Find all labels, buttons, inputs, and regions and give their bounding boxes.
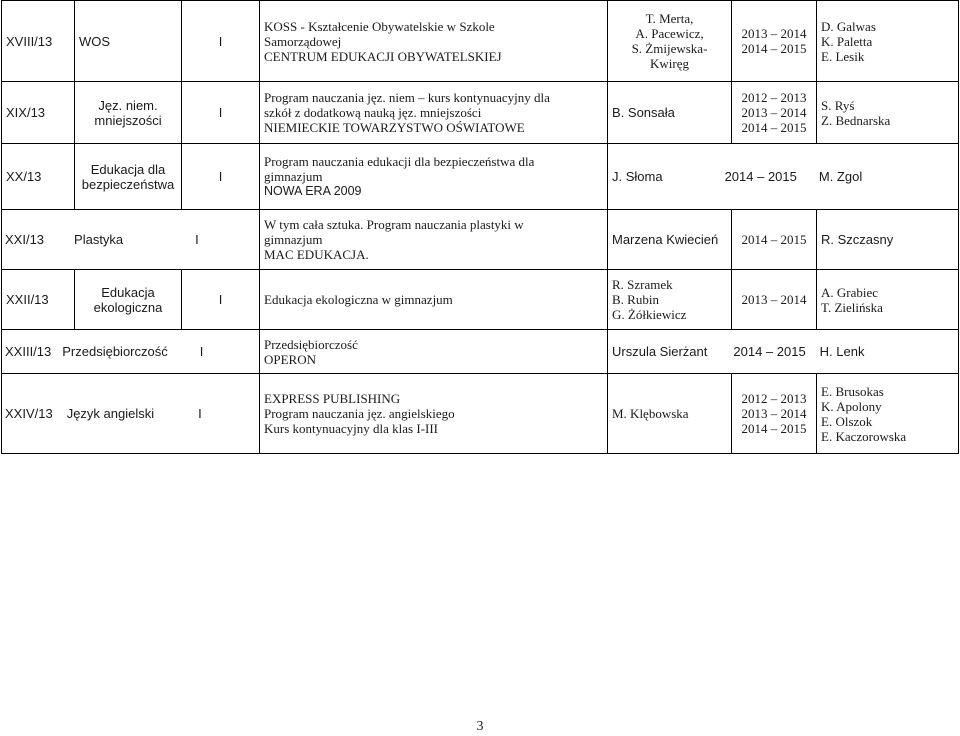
year-line: 2014 – 2015 xyxy=(741,41,807,56)
teacher-line: K. Apolony xyxy=(821,398,882,414)
table-row xyxy=(2,330,959,374)
row-number: XX/13 xyxy=(2,144,75,210)
program-cell: Edukacja ekologiczna w gimnazjum xyxy=(260,270,608,330)
teachers-cell xyxy=(817,270,959,330)
author-line: Kwiręg xyxy=(650,56,689,71)
subject-cell xyxy=(75,82,182,144)
teacher-line: Z. Bednarska xyxy=(821,112,891,128)
program-line: MAC EDUKACJA. xyxy=(264,247,369,262)
program-cell xyxy=(260,144,608,210)
program-line: szkół z dodatkową nauką jęz. mniejszości xyxy=(264,105,482,120)
merged-cell xyxy=(2,374,260,454)
row-number: XIX/13 xyxy=(2,82,75,144)
teachers-value: M. Zgol xyxy=(818,169,863,184)
author-line: B. Rubin xyxy=(612,292,659,307)
teachers-cell xyxy=(817,1,959,82)
program-line: W tym cała sztuka. Program nauczania plastyki w xyxy=(264,217,524,232)
program-line: Kurs kontynuacyjny dla klas I-III xyxy=(264,421,439,436)
teacher-line: K. Paletta xyxy=(821,33,873,49)
level-value: I xyxy=(198,406,202,421)
program-line: NOWA ERA 2009 xyxy=(264,184,362,198)
subject-line: ekologiczna xyxy=(93,299,163,315)
teacher-line: E. Olszok xyxy=(821,413,873,429)
year-line: 2014 – 2015 xyxy=(741,120,807,135)
subject-line: Jęz. niem. xyxy=(98,97,158,113)
subject-cell xyxy=(75,144,182,210)
author-line: S. Żmijewska- xyxy=(631,41,708,56)
year-line: 2012 – 2013 xyxy=(741,391,807,406)
table-row xyxy=(2,82,959,144)
authors-cell: M. Klębowska xyxy=(608,374,732,454)
years-cell: 2014 – 2015 xyxy=(732,210,817,270)
authors-cell: B. Sonsała xyxy=(608,82,732,144)
table-row xyxy=(2,374,959,454)
subject-cell xyxy=(75,270,182,330)
program-line: NIEMIECKIE TOWARZYSTWO OŚWIATOWE xyxy=(264,120,525,135)
year-line: 2013 – 2014 xyxy=(741,26,807,41)
subject-value: Plastyka xyxy=(74,232,124,247)
row-number: XXIV/13 xyxy=(5,406,53,421)
row-number: XXII/13 xyxy=(2,270,75,330)
program-line: EXPRESS PUBLISHING xyxy=(264,391,401,406)
authors-cell xyxy=(608,270,732,330)
authors-value: J. Słoma xyxy=(612,169,663,184)
program-line: KOSS - Kształcenie Obywatelskie w Szkole xyxy=(264,18,495,34)
year-line: 2013 – 2014 xyxy=(741,105,807,120)
years-value: 2014 – 2015 xyxy=(724,169,797,184)
author-line: G. Żółkiewicz xyxy=(612,307,687,322)
merged-cell xyxy=(608,330,959,374)
teacher-line: S. Ryś xyxy=(821,97,855,113)
years-cell: 2013 – 2014 xyxy=(732,270,817,330)
years-value: 2014 – 2015 xyxy=(733,344,806,359)
subject-line: Edukacja xyxy=(101,284,155,300)
subject-value: Przedsiębiorczość xyxy=(62,344,168,359)
teachers-cell xyxy=(817,374,959,454)
subject-cell: WOS xyxy=(75,1,182,82)
program-cell xyxy=(260,330,608,374)
level-cell: I xyxy=(182,1,260,82)
program-register-table xyxy=(1,0,959,454)
level-cell: I xyxy=(182,270,260,330)
level-cell: I xyxy=(182,144,260,210)
table-row xyxy=(2,1,959,82)
year-line: 2013 – 2014 xyxy=(741,406,807,421)
row-number: XXI/13 xyxy=(5,232,45,247)
page-number: 3 xyxy=(476,719,484,734)
authors-value: Urszula Sierżant xyxy=(612,344,708,359)
teacher-line: E. Kaczorowska xyxy=(821,428,907,444)
years-cell xyxy=(732,82,817,144)
table-row xyxy=(2,144,959,210)
subject-value: Język angielski xyxy=(66,406,155,421)
level-value: I xyxy=(195,232,199,247)
program-line: Program nauczania jęz. niem – kurs kontynuacyjny dla xyxy=(264,90,550,105)
years-cell xyxy=(732,1,817,82)
program-line: Przedsiębiorczość xyxy=(264,336,358,352)
author-line: R. Szramek xyxy=(612,277,673,292)
program-cell xyxy=(260,82,608,144)
level-cell: I xyxy=(182,82,260,144)
table-row xyxy=(2,210,959,270)
program-line: gimnazjum xyxy=(264,169,323,184)
subject-line: Edukacja dla xyxy=(90,161,166,177)
subject-line: bezpieczeństwa xyxy=(81,176,175,192)
program-cell xyxy=(260,210,608,270)
authors-cell xyxy=(608,1,732,82)
teacher-line: A. Grabiec xyxy=(821,284,879,300)
program-line: gimnazjum xyxy=(264,232,323,247)
program-cell xyxy=(260,374,608,454)
row-number: XXIII/13 xyxy=(5,344,52,359)
merged-cell xyxy=(608,144,959,210)
program-line: Samorządowej xyxy=(264,33,342,49)
program-line: CENTRUM EDUKACJI OBYWATELSKIEJ xyxy=(264,48,502,64)
merged-cell xyxy=(2,330,260,374)
level-value: I xyxy=(199,344,204,359)
teachers-value: H. Lenk xyxy=(819,344,865,359)
authors-cell: Marzena Kwiecień xyxy=(608,210,732,270)
teacher-line: D. Galwas xyxy=(821,18,876,34)
row-number: XVIII/13 xyxy=(2,1,75,82)
merged-cell xyxy=(2,210,260,270)
teachers-cell xyxy=(817,82,959,144)
subject-line: mniejszości xyxy=(94,112,162,128)
author-line: T. Merta, xyxy=(645,11,694,26)
table-row xyxy=(2,270,959,330)
program-cell xyxy=(260,1,608,82)
years-cell xyxy=(732,374,817,454)
author-line: A. Pacewicz, xyxy=(635,26,704,41)
program-line: Program nauczania jęz. angielskiego xyxy=(264,406,455,421)
teacher-line: T. Zielińska xyxy=(821,299,883,315)
program-line: OPERON xyxy=(264,351,317,367)
teacher-line: E. Lesik xyxy=(821,48,865,64)
program-line: Program nauczania edukacji dla bezpieczeństwa dla xyxy=(264,154,535,169)
year-line: 2012 – 2013 xyxy=(741,90,807,105)
year-line: 2014 – 2015 xyxy=(741,421,807,436)
teacher-line: E. Brusokas xyxy=(821,383,884,399)
teachers-cell: R. Szczasny xyxy=(817,210,959,270)
